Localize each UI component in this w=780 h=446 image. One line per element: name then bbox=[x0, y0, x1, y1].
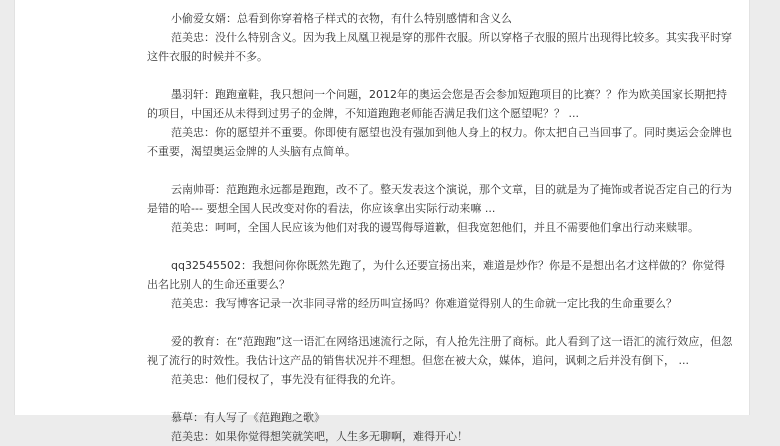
question-text: 慕草：有人写了《范跑跑之歌》 bbox=[171, 411, 325, 424]
answer-text: 范美忠：没什么特别含义。因为我上凤凰卫视是穿的那件衣服。所以穿格子衣服的照片出现得比较多。其实我平时穿这件衣服的时候并不多。 bbox=[147, 31, 732, 63]
answer-text: 范美忠：我写博客记录一次非同寻常的经历叫宣扬吗？你难道觉得别人的生命就一定比我的生命重要么？ bbox=[171, 297, 677, 310]
qa-item bbox=[147, 408, 735, 446]
qa-item bbox=[147, 256, 735, 313]
question-text: 爱的教育：在“范跑跑”这一语汇在网络迅速流行之际，有人抢先注册了商标。此人看到了这一语汇的流行效应，但忽视了流行的时效性。我估计这产品的销售状况并不理想。但您在被大众，媒体，追问，讽刺之后并没有倒下， ... bbox=[147, 335, 733, 367]
question-text: 云南帅哥：范跑跑永远都是跑跑，改不了。整天发表这个演说，那个文章，目的就是为了掩饰或者说否定自己的行为是错的哈--- 要想全国人民改变对你的看法，你应该拿出实际行动来嘛 ... bbox=[147, 183, 732, 215]
answer-text: 范美忠：你的愿望并不重要。你即使有愿望也没有强加到他人身上的权力。你太把自己当回事了。同时奥运会金牌也不重要，渴望奥运金牌的人头脑有点简单。 bbox=[147, 126, 732, 158]
answer-text: 范美忠：他们侵权了，事先没有征得我的允许。 bbox=[171, 373, 402, 386]
article-body bbox=[14, 0, 750, 443]
question-text: 墨羽轩：跑跑童鞋，我只想问一个问题，2012年的奥运会您是否会参加短跑项目的比赛？？作为欧美国家长期把持的项目，中国还从未得到过男子的金牌，不知道跑跑老师能否满足我们这个愿望呢？？ ... bbox=[147, 88, 727, 120]
qa-item bbox=[147, 85, 735, 161]
question-text: qq32545502：我想问你你既然先跑了，为什么还要宣扬出来，难道是炒作？你是不是想出名才这样做的？你觉得出名比别人的生命还重要么？ bbox=[147, 259, 725, 291]
qa-item bbox=[147, 332, 735, 389]
question-text: 小偷爱女婿：总看到你穿着格子样式的衣物，有什么特别感情和含义么 bbox=[171, 12, 512, 25]
qa-item bbox=[147, 180, 735, 237]
qa-item bbox=[147, 9, 735, 66]
answer-text: 范美忠：如果你觉得想笑就笑吧，人生多无聊啊，难得开心！ bbox=[171, 430, 468, 443]
answer-text: 范美忠：呵呵，全国人民应该为他们对我的谩骂侮辱道歉，但我宽恕他们，并且不需要他们拿出行动来赎罪。 bbox=[171, 221, 699, 234]
